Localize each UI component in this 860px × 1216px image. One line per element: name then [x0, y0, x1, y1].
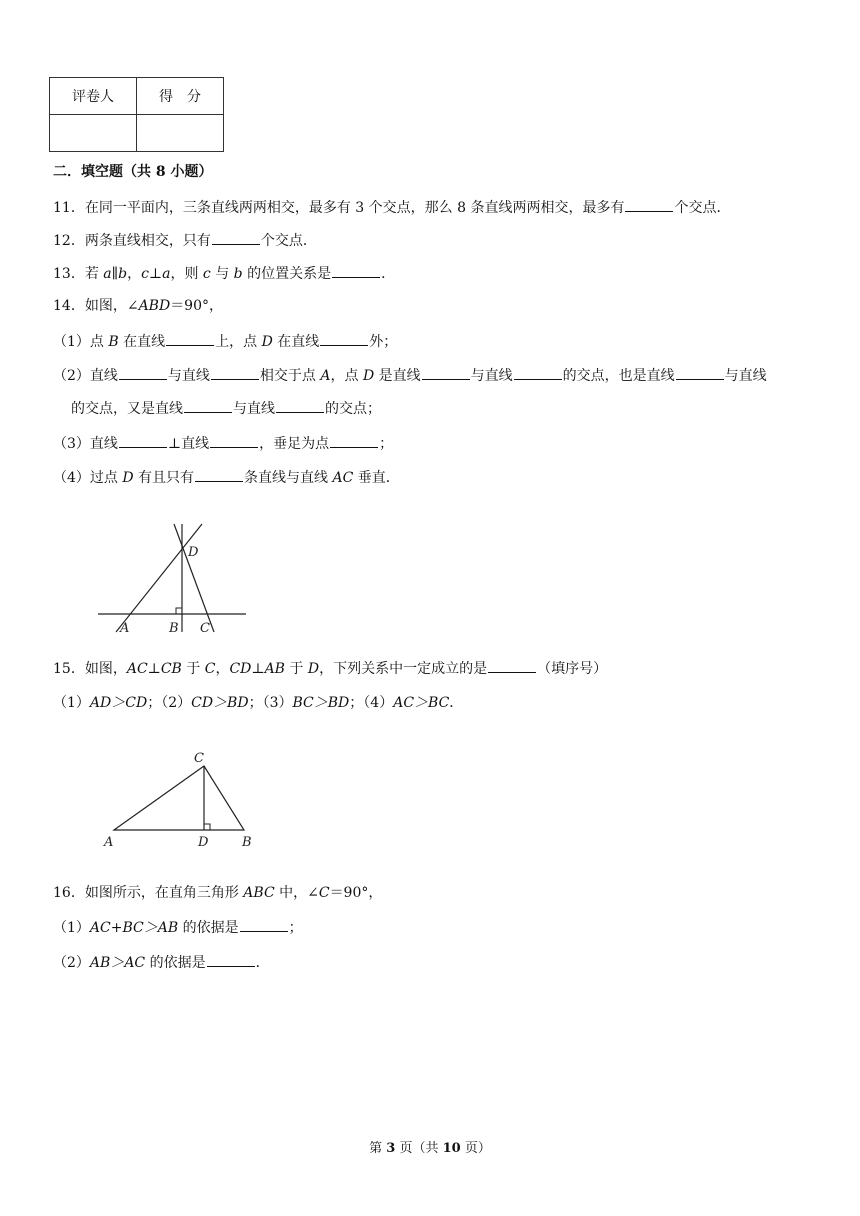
text: 第: [369, 1141, 387, 1156]
question-16: [53, 883, 382, 903]
answer-blank[interactable]: [676, 365, 724, 380]
text: 的依据是: [178, 920, 239, 936]
text: 在直线: [272, 334, 320, 350]
text: 中，∠: [274, 885, 319, 901]
text: ，点: [330, 368, 363, 384]
math-var: D: [307, 661, 320, 677]
text: （3）直线: [53, 436, 118, 452]
question-text: ，则: [170, 266, 203, 282]
math-expr: CD＞BD: [191, 695, 249, 711]
text: 页）: [460, 1141, 491, 1156]
text: ⊥: [147, 661, 161, 677]
question-text: 与: [210, 266, 234, 282]
text: ，下列关系中一定成立的是: [319, 661, 488, 677]
math-var: C: [318, 885, 330, 901]
label-d: D: [198, 835, 209, 850]
question-11: [53, 197, 730, 218]
answer-blank[interactable]: [119, 365, 167, 380]
question-text: 个交点．: [260, 233, 317, 249]
text: 的交点，也是直线: [562, 368, 675, 384]
question-text: ，: [127, 266, 142, 282]
question-number: 13．: [53, 266, 85, 282]
text: （4）过点: [53, 470, 123, 486]
answer-blank[interactable]: [195, 467, 243, 482]
answer-blank[interactable]: [119, 433, 167, 448]
math-var: D: [362, 368, 375, 384]
text: 如图所示，在直角三角形: [84, 885, 244, 901]
line-ad: [116, 524, 202, 632]
math-expr: BC＞BD: [292, 695, 350, 711]
text: ；: [288, 920, 303, 936]
answer-blank[interactable]: [625, 197, 673, 212]
question-text: 若: [84, 266, 104, 282]
math-var: D: [122, 470, 134, 486]
answer-blank[interactable]: [422, 365, 470, 380]
question-text: ．: [381, 266, 396, 282]
question-16-part-2: [53, 952, 270, 973]
label-d: D: [188, 545, 199, 560]
question-text: ∥: [111, 266, 119, 282]
text: ⊥直线: [167, 436, 210, 452]
page-footer: [0, 1137, 860, 1156]
text: 的交点；: [325, 401, 381, 417]
question-14-part-3: [53, 433, 393, 454]
question-number: 15．: [53, 661, 85, 677]
question-text: ⊥: [148, 266, 163, 282]
text: ＝90°，: [329, 885, 383, 901]
answer-blank[interactable]: [276, 398, 324, 413]
text: 于: [181, 661, 205, 677]
section-title: 二．填空题（共 8 小题）: [53, 164, 213, 180]
score-header: 得 分: [137, 78, 224, 115]
math-var: CD: [229, 661, 252, 677]
text: 是直线: [374, 368, 421, 384]
label-a: A: [104, 835, 114, 850]
question-number: 11．: [53, 200, 85, 216]
math-var: c: [141, 266, 149, 282]
grader-table: [49, 77, 224, 152]
answer-blank[interactable]: [207, 952, 255, 967]
question-number: 12．: [53, 233, 85, 249]
text: ；: [379, 436, 394, 452]
text: ．: [255, 955, 270, 971]
reviewer-cell: [50, 115, 137, 152]
question-text: ＝90°，: [170, 298, 224, 314]
answer-blank[interactable]: [210, 433, 258, 448]
question-text: 的位置关系是: [242, 266, 332, 282]
triangle-abc: [114, 766, 244, 830]
text: 外；: [369, 334, 398, 350]
text: 与直线: [724, 368, 767, 384]
question-number: 16．: [53, 885, 85, 901]
text: （1）: [53, 695, 90, 711]
text: 与直线: [470, 368, 513, 384]
page-number: 3: [386, 1141, 396, 1156]
text: 于: [284, 661, 308, 677]
question-text: 如图，∠: [84, 298, 139, 314]
question-14-part-2-cont: [71, 398, 381, 419]
label-c: C: [200, 621, 210, 636]
label-c: C: [194, 751, 204, 766]
text: ，垂足为点: [259, 436, 330, 452]
math-var: C: [204, 661, 216, 677]
math-var: b: [118, 266, 128, 282]
answer-blank[interactable]: [212, 230, 260, 245]
text: 页（共: [395, 1141, 443, 1156]
page-total: 10: [442, 1141, 461, 1156]
text: 与直线: [233, 401, 275, 417]
reviewer-header: 评卷人: [50, 78, 137, 115]
text: ；（4）: [349, 695, 394, 711]
answer-blank[interactable]: [320, 331, 368, 346]
answer-blank[interactable]: [240, 917, 288, 932]
math-var: ABD: [138, 298, 171, 314]
answer-blank[interactable]: [211, 365, 259, 380]
score-cell: [137, 115, 224, 152]
text: （2）: [53, 955, 90, 971]
text: ；（3）: [248, 695, 293, 711]
question-13: [53, 263, 395, 284]
text: ，: [215, 661, 230, 677]
math-var: c: [202, 266, 211, 282]
text: （1）: [53, 920, 90, 936]
text: 相交于点: [259, 368, 321, 384]
answer-blank[interactable]: [332, 263, 380, 278]
question-15-relations: [53, 693, 463, 713]
text: ．: [449, 695, 464, 711]
label-a: A: [120, 621, 130, 636]
question-15: [53, 658, 607, 679]
math-var: AB: [264, 661, 285, 677]
text: 如图，: [84, 661, 127, 677]
question-text: 个交点．: [674, 200, 731, 216]
text: ⊥: [251, 661, 265, 677]
right-angle-mark: [176, 608, 182, 614]
question-text: 在同一平面内，三条直线两两相交，最多有 3 个交点，那么 8 条直线两两相交，最多有: [84, 200, 625, 216]
question-number: 14．: [53, 298, 85, 314]
question-14-part-4: [53, 467, 400, 488]
math-var: D: [261, 334, 273, 350]
math-var: CB: [160, 661, 182, 677]
question-12: [53, 230, 317, 251]
question-14-part-2: [53, 365, 767, 386]
text: （填序号）: [537, 661, 608, 677]
math-expr: AD＞CD: [89, 695, 148, 711]
text: （2）直线: [53, 368, 118, 384]
math-var: a: [103, 266, 112, 282]
math-var: A: [320, 368, 331, 384]
math-var: ABC: [243, 885, 275, 901]
math-var: B: [108, 334, 119, 350]
math-var: AC: [126, 661, 148, 677]
text: 的交点，又是直线: [71, 401, 183, 417]
text: 上，点: [215, 334, 262, 350]
answer-blank[interactable]: [330, 433, 378, 448]
question-14-part-1: [53, 331, 397, 352]
answer-blank[interactable]: [514, 365, 562, 380]
answer-blank[interactable]: [184, 398, 232, 413]
right-angle-mark: [204, 824, 210, 830]
figure-q15: [100, 748, 260, 852]
answer-blank[interactable]: [488, 658, 536, 673]
text: 的依据是: [145, 955, 206, 971]
label-b: B: [169, 621, 179, 636]
answer-blank[interactable]: [166, 331, 214, 346]
question-14: [53, 296, 223, 316]
question-text: 两条直线相交，只有: [84, 233, 211, 249]
math-expr: AB＞AC: [89, 955, 146, 971]
question-16-part-1: [53, 917, 303, 938]
text: 与直线: [167, 368, 210, 384]
math-expr: AC+BC＞AB: [89, 920, 179, 936]
label-b: B: [242, 835, 252, 850]
text: （1）点: [53, 334, 109, 350]
text: 垂直．: [353, 470, 400, 486]
text: 条直线与直线: [244, 470, 333, 486]
math-expr: AC＞BC: [393, 695, 450, 711]
text: 在直线: [118, 334, 166, 350]
math-var: AC: [332, 470, 354, 486]
math-var: b: [233, 266, 243, 282]
text: ；（2）: [147, 695, 192, 711]
line-cd: [174, 524, 214, 632]
figure-q14: [92, 520, 252, 640]
text: 有且只有: [133, 470, 195, 486]
math-var: a: [162, 266, 171, 282]
